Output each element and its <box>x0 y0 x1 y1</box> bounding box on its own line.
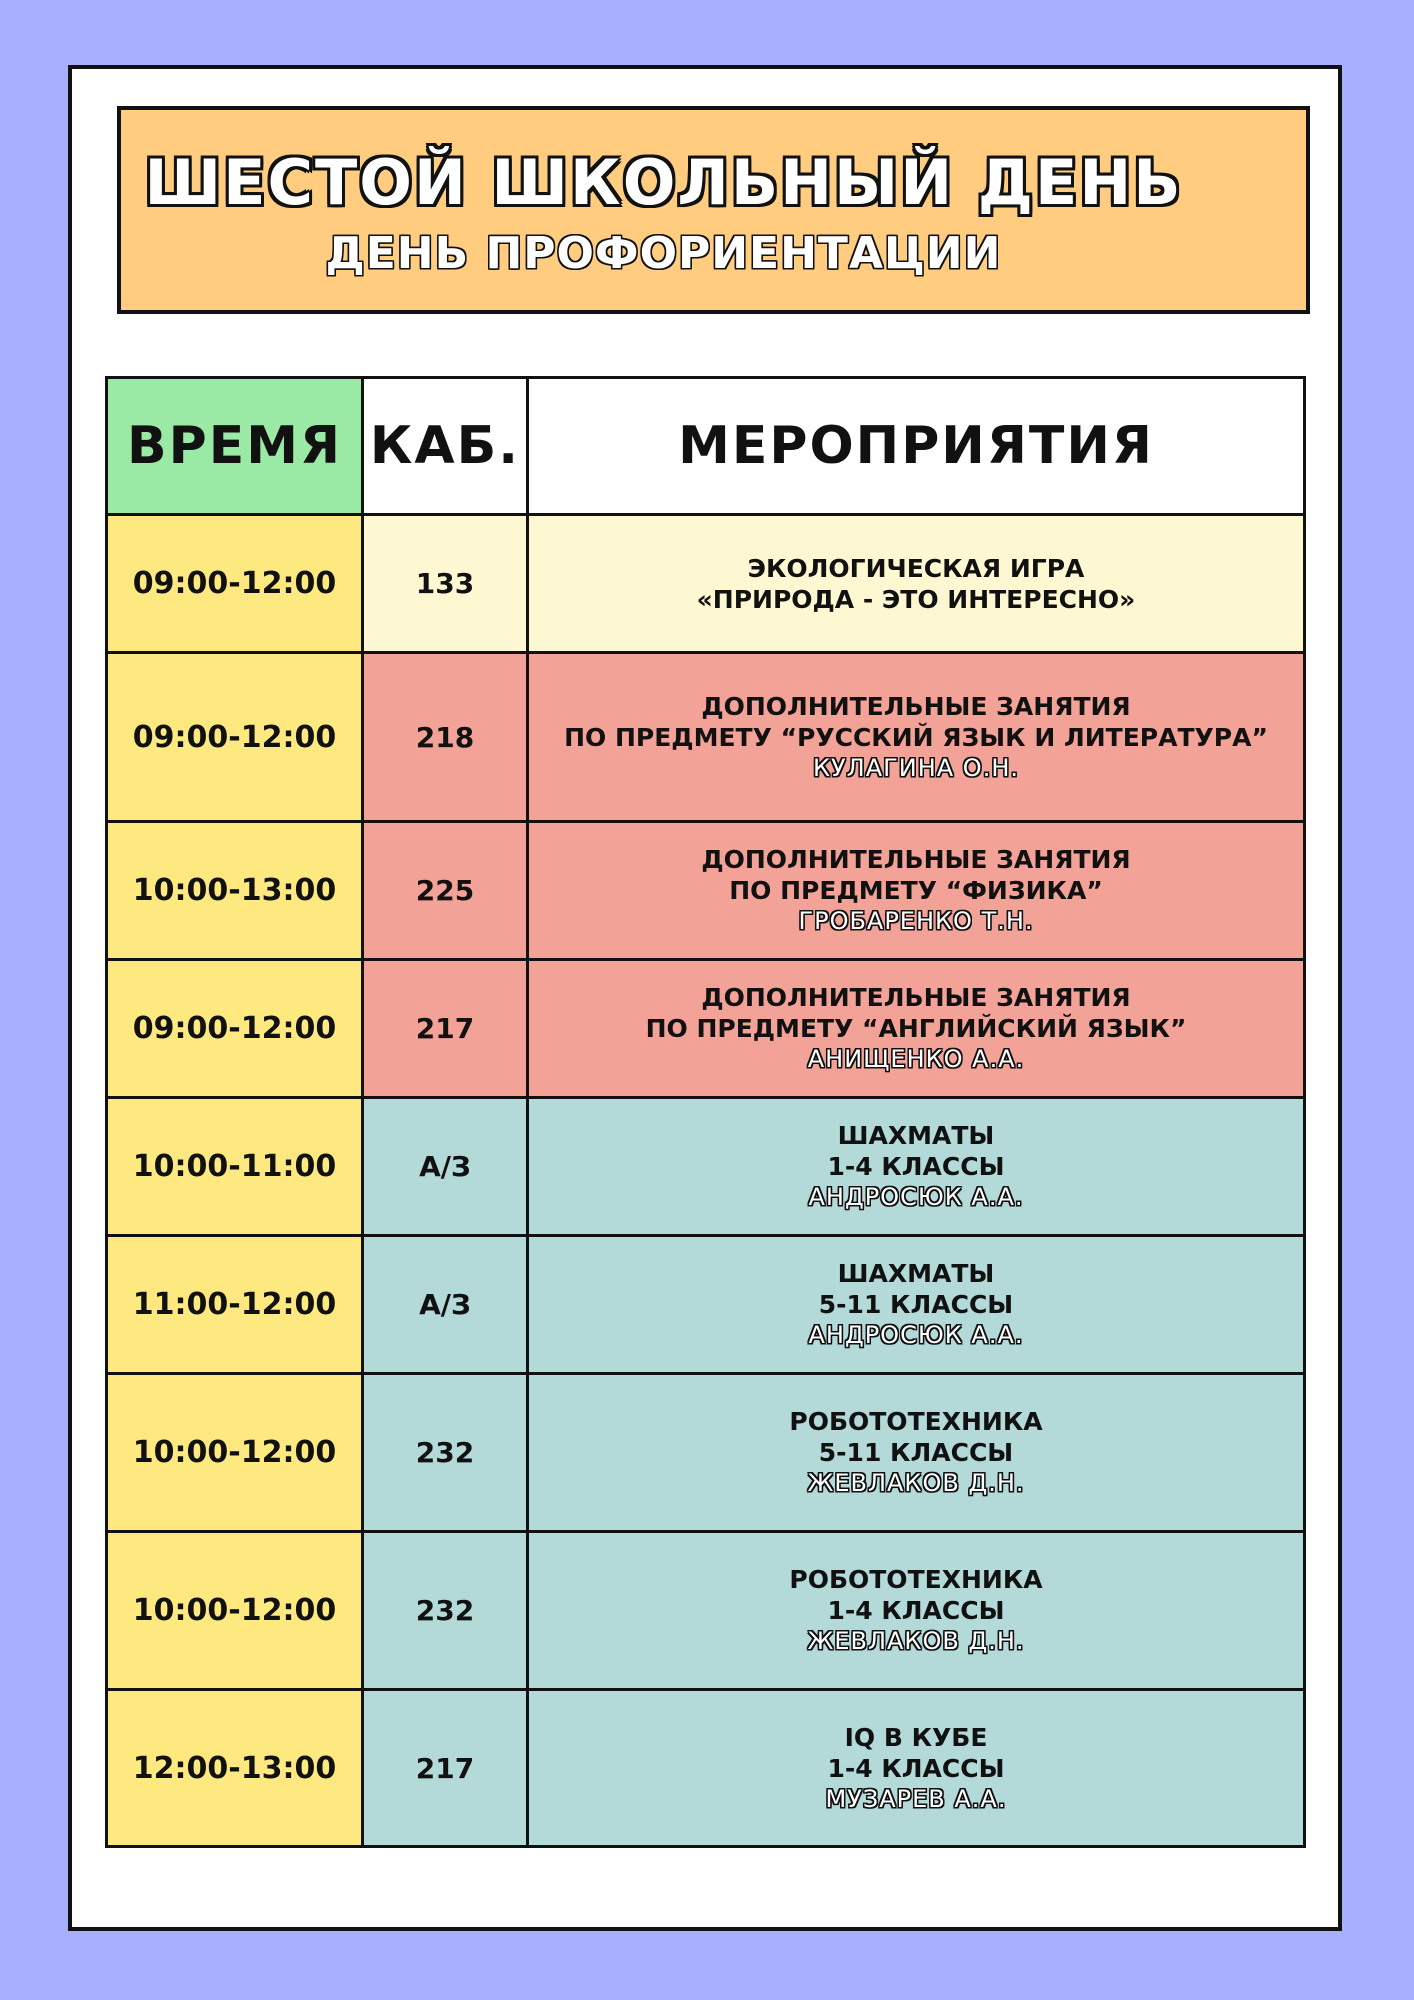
time-cell: 10:00-11:00 <box>107 1098 363 1236</box>
schedule-table <box>105 376 1306 1848</box>
event-subtitle: ПО ПРЕДМЕТУ “АНГЛИЙСКИЙ ЯЗЫК” <box>645 1014 1187 1043</box>
event-title: РОБОТОТЕХНИКА <box>789 1407 1043 1436</box>
time-cell: 09:00-12:00 <box>107 515 363 653</box>
event-title: IQ В КУБЕ <box>844 1722 988 1752</box>
event-title: РОБОТОТЕХНИКА <box>789 1565 1043 1594</box>
event-title: ШАХМАТЫ <box>837 1121 995 1150</box>
event-subtitle: 5-11 КЛАССЫ <box>818 1290 1014 1319</box>
room-cell: А/З <box>363 1236 528 1374</box>
time-cell: 09:00-12:00 <box>107 653 363 822</box>
time-cell: 10:00-12:00 <box>107 1532 363 1690</box>
event-title: ДОПОЛНИТЕЛЬНЫЕ ЗАНЯТИЯ <box>701 691 1131 721</box>
room-cell: 225 <box>363 822 528 960</box>
time-cell: 10:00-12:00 <box>107 1374 363 1532</box>
table-row <box>107 960 1305 1098</box>
event-cell <box>528 1236 1305 1374</box>
event-subtitle: 1-4 КЛАССЫ <box>827 1152 1005 1181</box>
event-subtitle: 5-11 КЛАССЫ <box>818 1438 1014 1467</box>
table-row <box>107 1236 1305 1374</box>
event-teacher: АНДРОСЮК А.А. <box>808 1321 1024 1349</box>
table-row <box>107 1374 1305 1532</box>
room-cell: 217 <box>363 960 528 1098</box>
room-cell: 218 <box>363 653 528 822</box>
event-cell <box>528 1098 1305 1236</box>
poster-subtitle: ДЕНЬ ПРОФОРИЕНТАЦИИ <box>325 228 1002 279</box>
time-cell: 10:00-13:00 <box>107 822 363 960</box>
event-cell <box>528 1532 1305 1690</box>
event-subtitle: ПО ПРЕДМЕТУ “РУССКИЙ ЯЗЫК И ЛИТЕРАТУРА” <box>564 722 1268 752</box>
event-cell <box>528 653 1305 822</box>
event-cell <box>528 515 1305 653</box>
column-header-event: МЕРОПРИЯТИЯ <box>528 378 1305 515</box>
event-cell <box>528 1690 1305 1847</box>
table-row <box>107 653 1305 822</box>
time-cell: 11:00-12:00 <box>107 1236 363 1374</box>
room-cell: 133 <box>363 515 528 653</box>
event-teacher: КУЛАГИНА О.Н. <box>812 753 1019 782</box>
room-cell: 232 <box>363 1374 528 1532</box>
event-cell <box>528 1374 1305 1532</box>
table-row <box>107 1098 1305 1236</box>
table-row <box>107 1532 1305 1690</box>
column-header-room: КАБ. <box>363 378 528 515</box>
room-cell: 232 <box>363 1532 528 1690</box>
event-cell <box>528 822 1305 960</box>
time-cell: 09:00-12:00 <box>107 960 363 1098</box>
event-cell <box>528 960 1305 1098</box>
table-header-row <box>107 378 1305 515</box>
table-row <box>107 1690 1305 1847</box>
event-title: ДОПОЛНИТЕЛЬНЫЕ ЗАНЯТИЯ <box>701 983 1131 1012</box>
event-teacher: ЖЕВЛАКОВ Д.Н. <box>807 1627 1025 1655</box>
title-banner <box>117 106 1310 314</box>
poster-title: ШЕСТОЙ ШКОЛЬНЫЙ ДЕНЬ <box>144 146 1183 219</box>
event-subtitle: «ПРИРОДА - ЭТО ИНТЕРЕСНО» <box>696 584 1136 614</box>
event-teacher: АНИЩЕНКО А.А. <box>807 1045 1025 1073</box>
event-subtitle: 1-4 КЛАССЫ <box>827 1596 1005 1625</box>
event-subtitle: ПО ПРЕДМЕТУ “ФИЗИКА” <box>729 876 1103 905</box>
room-cell: А/З <box>363 1098 528 1236</box>
event-teacher: АНДРОСЮК А.А. <box>808 1183 1024 1211</box>
event-subtitle: 1-4 КЛАССЫ <box>827 1753 1005 1783</box>
time-cell: 12:00-13:00 <box>107 1690 363 1847</box>
table-row <box>107 515 1305 653</box>
event-teacher: ЖЕВЛАКОВ Д.Н. <box>807 1469 1025 1497</box>
column-header-time: ВРЕМЯ <box>107 378 363 515</box>
event-title: ШАХМАТЫ <box>837 1259 995 1288</box>
table-row <box>107 822 1305 960</box>
event-teacher: ГРОБАРЕНКО Т.Н. <box>798 907 1034 935</box>
event-title: ДОПОЛНИТЕЛЬНЫЕ ЗАНЯТИЯ <box>701 845 1131 874</box>
event-title: ЭКОЛОГИЧЕСКАЯ ИГРА <box>747 553 1085 583</box>
room-cell: 217 <box>363 1690 528 1847</box>
event-teacher: МУЗАРЕВ А.А. <box>825 1784 1007 1813</box>
